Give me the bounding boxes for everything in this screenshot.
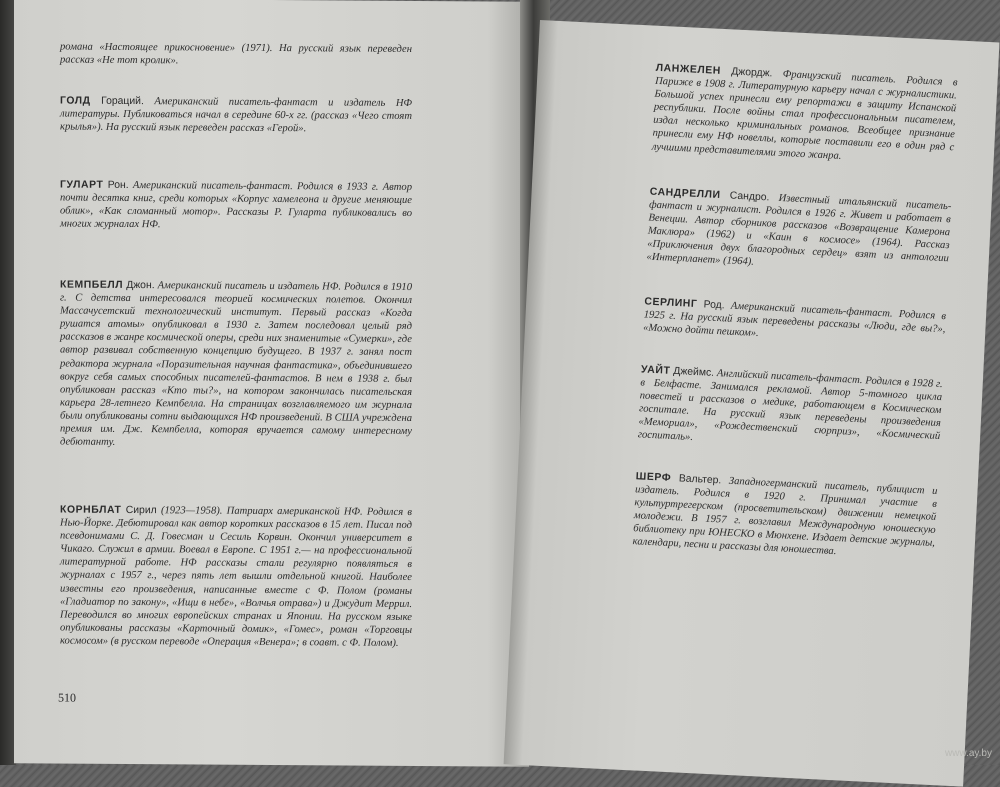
entry-first-name: Вальтер. [678,473,722,487]
entry-surname: ГОЛД [60,95,91,107]
entry-campbell [60,279,412,452]
right-page [504,20,1000,787]
entry-text: Французский писатель. Родился в Париже в 1908 г. Литературную карьеру начал с журналистики. Большой успех принесли ему репортажи в защиту Испанской республики. После войны стал профессиональным писателем, издал несколько криминальных романов. Всеобщее признание принесли ему НФ новеллы, которые поставили его в один ряд с лучшими представителями этого жанра. [651,68,958,162]
entry-sandrelli [646,186,951,279]
fragment-text: романа «Настоящее прикосновение» (1971). На русский язык переведен рассказ «Не тот кролик». [60,41,412,67]
entry-text: Известный итальянский писатель-фантаст и журналист. Родился в 1926 г. Живет и работает в Венеции. Автор сборников рассказов «Возвращение Камерона Маклюра» (1962) и «Каин в космосе» (1964). Рассказ «Приключения двух благородных сердец» взят из антологии «Интерпланет» (1964). [646,192,952,269]
entry-gold [60,95,412,137]
entry-scherf [632,470,937,563]
entry-text: Американский писатель-фантаст и издатель НФ литературы. Публиковаться начал в середине 60-х гг. (рассказ «Чего стоят крылья»). На русский язык переведен рассказ «Герой». [60,96,413,135]
entry-text: Американский писатель и издатель НФ. Родился в 1910 г. С детства интересовался теорией космических полетов. Окончил Массачусетский технологический институт. Первый рассказ «Когда рушатся атомы» опубликовал в 1930 г. Затем последовал целый ряд рассказов в жанре космической оперы, среди них знаменитые «Сумерки», где автор развивал собственную концепцию будущего. В 1937 г. занял пост редактора журнала «Поразительная научная фантастика», объединившего вокруг себя самых способных писателей-фантастов. В нем в 1938 г. был опубликован рассказ «Кто ты?», на котором закончилась писательская карьера 28-летнего Кемпбелла. На страницах возглавляемого им журнала были опубликованы сотни выдающихся НФ произведений. В США учреждена премия им. Дж. Кемпбелла, которая вручается самому интересному дебютанту. [60,280,413,449]
entry-surname: ЛАНЖЕЛЕН [655,62,722,77]
entry-surname: ШЕРФ [635,471,672,484]
entry-surname: КЕМПБЕЛЛ [60,279,124,291]
entry-first-name: Джордж. [730,66,773,80]
entry-kornbluth [60,504,412,650]
entry-surname: УАЙТ [640,364,671,377]
entry-first-name: Джон. [126,279,155,292]
entry-serling [643,295,947,349]
entry-text: (1923—1958). Патриарх американской НФ. Родился в Нью-Йорке. Дебютировал как автор коротких рассказов в 15 лет. Писал под псевдонимами С. Д. Говесман и Сесиль Корвин. Окончил университет в Чикаго. Служил в армии. Воевал в Европе. С 1951 г.— на профессиональной литературной работе. НФ рассказы стали регулярно появляться в журналах с 1957 г., через пять лет вышли отдельной книгой. Наиболее известны его произведения, написанные вместе с Ф. Полом (романы «Гладиатор по закону», «Ищи в небе», «Волчья отрава») и Джудит Меррил. Переводился во многих европейских странах и Японии. На русском языке опубликованы рассказы «Карточный домик», «Гомес», роман «Торговцы космосом» (в русском переводе «Операция «Венера»; в соавт. с Ф. Полом). [60,505,412,649]
watermark: www.ay.by [944,748,992,759]
entry-text: Американский писатель-фантаст. Родился в 1933 г. Автор почти десятка книг, среди которых «Корпус хамелеона и другие меняющие облик», «Как сломанный мотор». Рассказы Р. Гуларта публиковались во многих журналах НФ. [60,180,413,231]
page-number: 510 [58,690,76,705]
entry-surname: СЕРЛИНГ [644,296,698,311]
entry-surname: КОРНБЛАТ [60,504,122,516]
entry-langelaan [652,62,958,168]
entry-white [638,363,943,456]
entry-first-name: Джеймс. [673,365,715,379]
entry-first-name: Рон. [107,179,129,192]
entry-first-name: Сирил [125,504,157,517]
entry-first-name: Сандро. [729,190,770,204]
entry-first-name: Род. [703,299,725,312]
entry-goulart [60,179,412,234]
entry-surname: ГУЛАРТ [60,179,104,191]
entry-text: Английский писатель-фантаст. Родился в 1928 г. в Белфасте. Занимался рекламой. Автор 5-томного цикла повестей и рассказов о медике, работающем в Космическом госпитале. На русский язык переведены произведения «Мемориал», «Рождественский сюрприз», «Космический госпиталь». [637,368,943,444]
entry-text: Западногерманский писатель, публицист и издатель. Родился в 1920 г. Принимал участие в культуртрегерском (просветительском) движении немецкой молодежи. В 1957 г. возглавил Международную юношескую библиотеку при ЮНЕСКО в Мюнхене. Издает детские журналы, календари, песни и рассказы для юношества. [632,475,938,558]
entry-first-name: Гораций. [101,95,144,108]
continued-fragment [60,41,412,70]
entry-surname: САНДРЕЛЛИ [649,186,721,202]
entry-text: Американский писатель-фантаст. Родился в 1925 г. На русский язык переведены рассказы «Люди, где вы?», «Можно дойти пешком». [642,300,947,340]
left-page [14,0,529,767]
